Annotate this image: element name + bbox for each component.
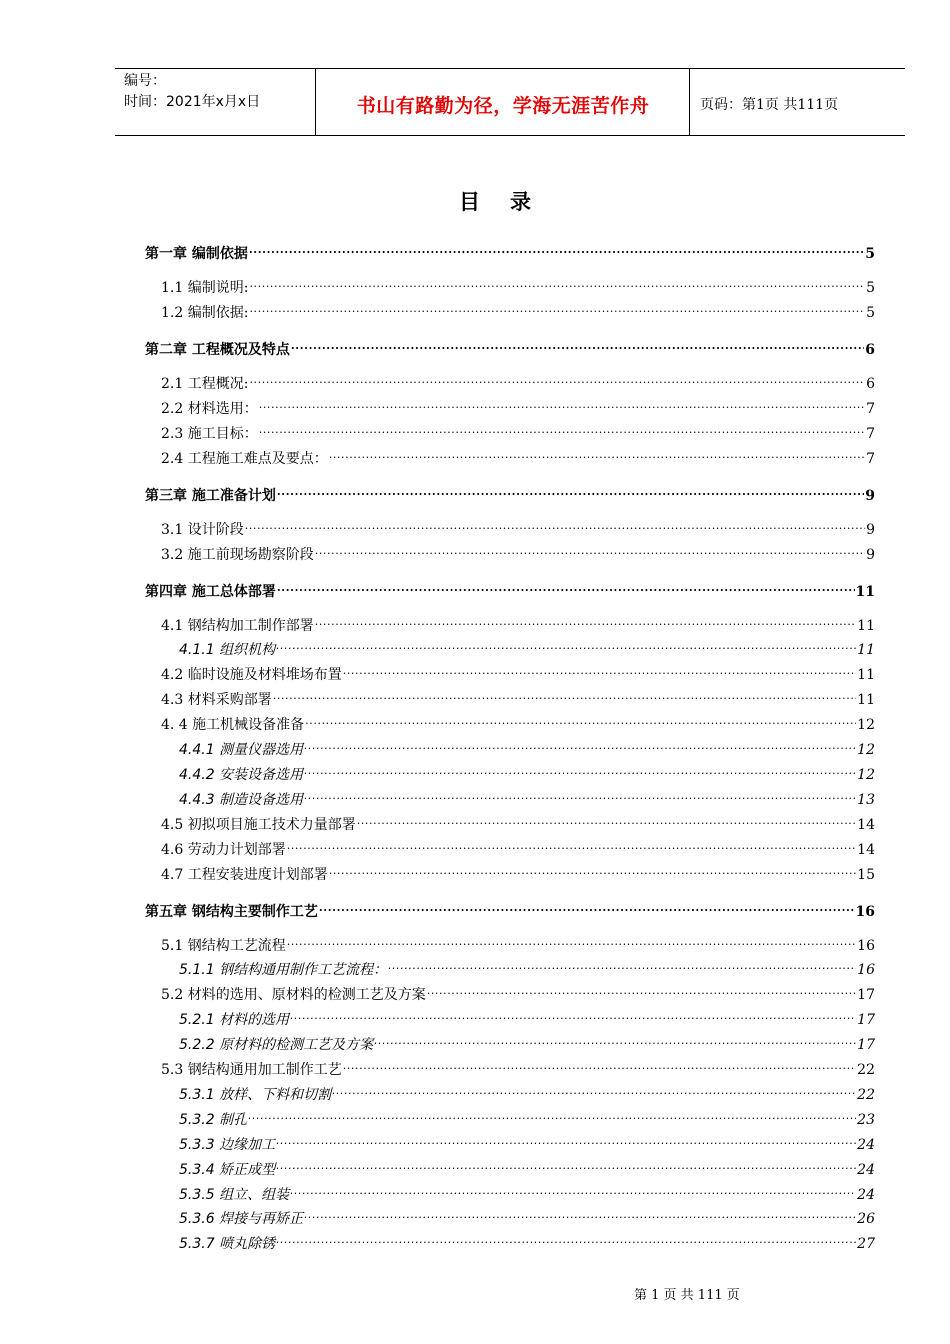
toc-entry-text: 第一章 编制依据 [145,246,248,262]
toc-entry-text: 5.3.3 边缘加工 [179,1136,276,1153]
toc-entry-text: 4.1.1 组织机构 [179,642,276,659]
toc-entry-sub[interactable] [179,954,875,979]
toc-dot-leader [276,1129,856,1149]
toc-entry-text: 5.3.2 制孔 [179,1111,248,1128]
toc-entry-sub[interactable] [179,1203,875,1228]
toc-entry-sub[interactable] [179,1004,875,1029]
toc-entry-page-number: 14 [857,816,875,833]
toc-entry-page-number: 14 [857,841,875,858]
toc-entry-section[interactable] [161,834,875,858]
toc-entry-page-number: 24 [857,1161,875,1178]
toc-entry-page-number: 7 [866,450,875,467]
toc-entry-page-number: 22 [857,1062,875,1078]
toc-entry-page-number: 11 [857,692,875,709]
toc-dot-leader [259,418,865,438]
toc-entry-text: 5.2.1 材料的选用 [179,1012,290,1029]
toc-dot-leader [304,784,856,804]
toc-dot-leader [291,334,864,354]
toc-entry-section[interactable] [161,393,875,417]
toc-entry-page-number: 5 [865,246,875,262]
toc-dot-leader [388,954,856,974]
toc-entry-text: 5.2 材料的选用、原材料的检测工艺及方案 [161,987,426,1004]
toc-entry-section[interactable] [161,297,875,321]
toc-dot-leader [290,1179,856,1199]
toc-entry-page-number: 6 [866,375,875,392]
header-motto: 书山有路勤为径，学海无涯苦作舟 [317,69,690,135]
toc-dot-leader [290,1004,856,1024]
toc-entry-text: 5.3 钢结构通用加工制作工艺 [161,1062,342,1078]
toc-entry-section[interactable] [161,610,875,634]
toc-dot-leader [245,514,865,534]
toc-dot-leader [304,1203,856,1223]
toc-entry-section[interactable] [161,709,875,734]
toc-entry-text: 5.1.1 钢结构通用制作工艺流程： [179,962,388,979]
toc-entry-page-number: 16 [855,903,875,920]
toc-entry-page-number: 12 [857,717,875,734]
toc-entry-section[interactable] [161,272,875,296]
toc-entry-page-number: 7 [866,425,875,442]
toc-entry-text: 3.2 施工前现场勘察阶段 [161,546,314,563]
toc-entry-page-number: 9 [866,546,875,563]
toc-dot-leader [329,443,865,463]
toc-entry-sub[interactable] [179,1228,875,1253]
toc-entry-page-number: 17 [857,1012,875,1029]
toc-dot-leader [305,709,856,729]
toc-entry-page-number: 24 [857,1186,875,1203]
toc-entry-section[interactable] [161,514,875,538]
toc-entry-page-number: 12 [857,742,875,758]
toc-entry-section[interactable] [161,659,875,684]
toc-entry-text: 4.7 工程安装进度计划部署 [161,866,328,883]
toc-entry-page-number: 11 [857,667,875,684]
toc-entry-section[interactable] [161,539,875,563]
toc-dot-leader [273,684,856,704]
page-footer: 第 1 页 共 111 页 [634,1288,740,1303]
toc-entry-text: 4.4.3 制造设备选用 [179,791,304,808]
toc-entry-page-number: 11 [855,583,875,600]
toc-entry-section[interactable] [161,979,875,1004]
toc-dot-leader [304,734,856,754]
toc-entry-page-number: 6 [865,341,875,358]
toc-dot-leader [259,393,865,413]
toc-entry-text: 3.1 设计阶段 [161,521,244,538]
toc-entry-page-number: 22 [857,1086,875,1103]
toc-entry-text: 第四章 施工总体部署 [145,583,276,600]
toc-entry-page-number: 16 [857,962,875,979]
toc-dot-leader [343,1054,856,1074]
toc-entry-page-number: 7 [866,400,875,417]
toc-dot-leader [248,1104,856,1124]
toc-entry-page-number: 15 [857,866,875,883]
toc-entry-chapter[interactable] [145,238,875,262]
toc-dot-leader [319,896,855,916]
toc-entry-sub[interactable] [179,1079,875,1103]
toc-entry-text: 第三章 施工准备计划 [145,487,276,504]
toc-dot-leader [277,480,864,500]
toc-entry-page-number: 27 [857,1236,875,1253]
toc-dot-leader [343,659,856,679]
toc-dot-leader [357,809,856,829]
toc-entry-page-number: 17 [857,1037,875,1054]
toc-entry-chapter[interactable] [145,334,875,358]
toc-entry-text: 5.1 钢结构工艺流程 [161,937,286,954]
toc-entry-section[interactable] [161,684,875,709]
toc-entry-text: 4. 4 施工机械设备准备 [161,717,305,734]
toc-entry-section[interactable] [161,809,875,833]
toc-entry-sub[interactable] [179,1129,875,1153]
toc-entry-text: 2.1 工程概况: [161,375,249,392]
toc-entry-text: 4.5 初拟项目施工技术力量部署 [161,816,356,833]
document-time-label: 时间：2021年x月x日 [124,94,261,110]
toc-entry-text: 第二章 工程概况及特点 [145,341,290,358]
toc-entry-section[interactable] [161,859,875,883]
toc-entry-page-number: 9 [865,487,875,504]
toc-entry-text: 5.3.4 矫正成型 [179,1161,276,1178]
toc-dot-leader [287,930,856,950]
toc-entry-sub[interactable] [179,1179,875,1203]
toc-entry-sub[interactable] [179,759,875,783]
toc-dot-leader [276,1154,856,1174]
toc-entry-page-number: 23 [857,1111,875,1128]
toc-dot-leader [249,297,865,317]
header-page-info: 页码：第1页 共111页 [700,97,839,113]
toc-entry-text: 2.2 材料选用： [161,400,258,417]
toc-dot-leader [287,834,856,854]
toc-entry-page-number: 9 [866,521,875,538]
toc-dot-leader [332,1079,856,1099]
toc-entry-sub[interactable] [179,784,875,808]
toc-dot-leader [276,634,856,654]
toc-title: 目录 [459,189,561,214]
toc-entry-page-number: 11 [857,642,875,659]
toc-entry-section[interactable] [161,1054,875,1078]
toc-entry-sub[interactable] [179,1104,875,1128]
toc-entry-page-number: 12 [857,766,875,783]
toc-entry-sub[interactable] [179,1154,875,1178]
toc-entry-page-number: 13 [857,791,875,808]
toc-entry-text: 4.4.1 测量仪器选用 [179,742,304,758]
toc-entry-section[interactable] [161,443,875,467]
toc-dot-leader [249,368,865,388]
toc-dot-leader [374,1029,856,1049]
toc-entry-text: 4.6 劳动力计划部署 [161,841,286,858]
document-number-label: 编号： [124,73,166,89]
toc-dot-leader [427,979,856,999]
toc-entry-page-number: 17 [857,987,875,1004]
toc-entry-chapter[interactable] [145,480,875,504]
toc-entry-chapter[interactable] [145,896,875,920]
toc-entry-text: 2.3 施工目标： [161,425,258,442]
toc-dot-leader [276,1228,856,1248]
toc-entry-section[interactable] [161,930,875,954]
toc-entry-text: 2.4 工程施工难点及要点： [161,450,328,467]
toc-entry-text: 4.3 材料采购部署 [161,692,272,709]
toc-dot-leader [249,238,864,258]
toc-entry-page-number: 11 [857,617,875,634]
toc-dot-leader [304,759,856,779]
toc-entry-text: 1.1 编制说明: [161,280,249,296]
toc-dot-leader [249,272,865,292]
toc-entry-sub[interactable] [179,734,875,758]
toc-entry-page-number: 26 [857,1211,875,1228]
toc-entry-page-number: 5 [866,304,875,321]
toc-entry-text: 5.2.2 原材料的检测工艺及方案 [179,1037,374,1054]
toc-entry-text: 5.3.1 放样、下料和切割 [179,1086,332,1103]
toc-entry-section[interactable] [161,368,875,392]
toc-entry-text: 4.2 临时设施及材料堆场布置 [161,667,342,684]
toc-entry-page-number: 5 [866,280,875,296]
toc-entry-sub[interactable] [179,634,875,659]
toc-entry-page-number: 24 [857,1136,875,1153]
toc-entry-section[interactable] [161,418,875,442]
toc-dot-leader [329,859,856,879]
toc-entry-text: 5.3.7 喷丸除锈 [179,1236,276,1253]
toc-entry-text: 4.4.2 安装设备选用 [179,766,304,783]
toc-entry-page-number: 16 [857,937,875,954]
toc-entry-sub[interactable] [179,1029,875,1054]
toc-entry-text: 5.3.5 组立、组装 [179,1186,290,1203]
toc-entry-text: 第五章 钢结构主要制作工艺 [145,903,318,920]
toc-entry-text: 4.1 钢结构加工制作部署 [161,617,314,634]
toc-dot-leader [315,610,856,630]
toc-entry-text: 1.2 编制依据: [161,304,249,321]
toc-dot-leader [315,539,865,559]
toc-entry-text: 5.3.6 焊接与再矫正 [179,1211,304,1228]
toc-dot-leader [277,576,855,596]
toc-entry-chapter[interactable] [145,576,875,600]
